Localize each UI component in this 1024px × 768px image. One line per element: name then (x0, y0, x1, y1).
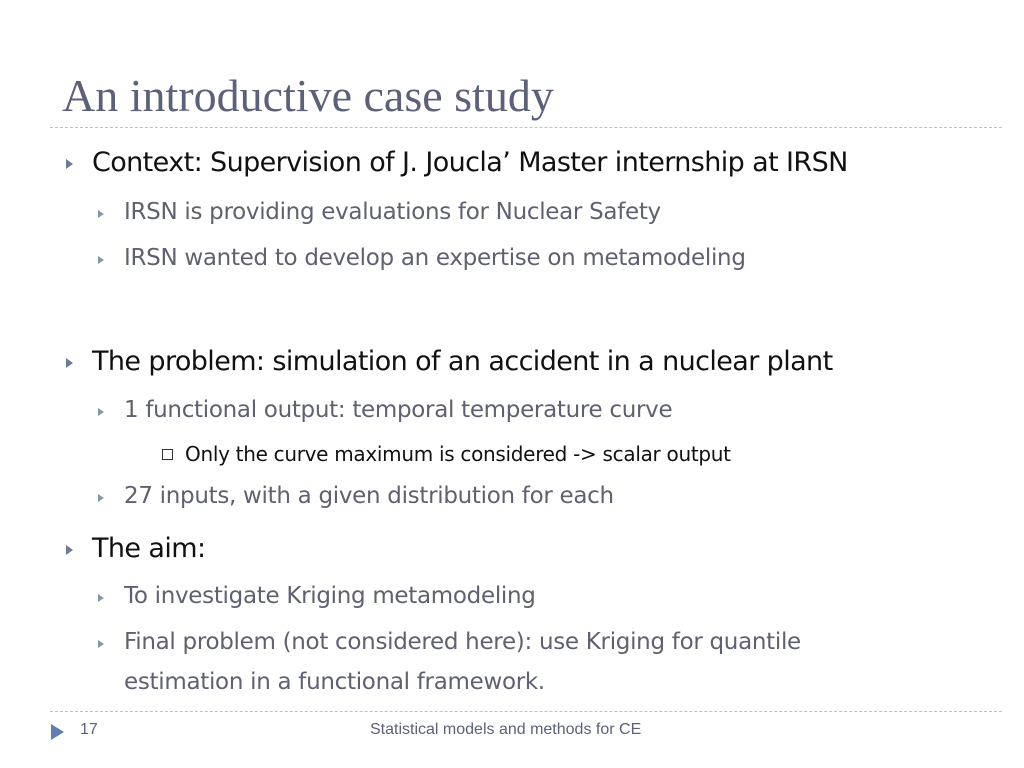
triangle-bullet-icon (98, 594, 104, 602)
triangle-bullet-icon (98, 494, 104, 502)
bullet-kriging: To investigate Kriging metamodeling (124, 583, 536, 609)
bullet-inputs: 27 inputs, with a given distribution for each (124, 483, 614, 509)
triangle-bullet-icon (66, 545, 73, 555)
bullet-context: Context: Supervision of J. Joucla’ Master internship at IRSN (92, 147, 848, 178)
bullet-irsn-expertise: IRSN wanted to develop an expertise on metamodeling (124, 245, 746, 271)
bullet-final-problem: Final problem (not considered here): use Kriging for quantile (124, 629, 801, 655)
bullet-irsn-evaluations: IRSN is providing evaluations for Nuclear Safety (124, 199, 661, 225)
bullet-functional-output: 1 functional output: temporal temperature curve (124, 397, 673, 423)
triangle-bullet-icon (98, 256, 104, 264)
footer-arrow-icon (51, 724, 64, 740)
footer-divider (50, 711, 1002, 712)
slide-title: An introductive case study (62, 70, 554, 121)
bullet-problem: The problem: simulation of an accident in a nuclear plant (92, 346, 833, 377)
bullet-curve-maximum: Only the curve maximum is considered -> scalar output (185, 442, 731, 466)
triangle-bullet-icon (98, 210, 104, 218)
triangle-bullet-icon (98, 640, 104, 648)
triangle-bullet-icon (66, 159, 73, 169)
triangle-bullet-icon (66, 358, 73, 368)
page-number: 17 (80, 721, 98, 738)
bullet-final-problem-continued: estimation in a functional framework. (124, 669, 545, 695)
footer-title: Statistical models and methods for CE (370, 721, 642, 738)
triangle-bullet-icon (98, 408, 104, 416)
bullet-aim: The aim: (92, 533, 206, 564)
square-bullet-icon (162, 449, 173, 460)
